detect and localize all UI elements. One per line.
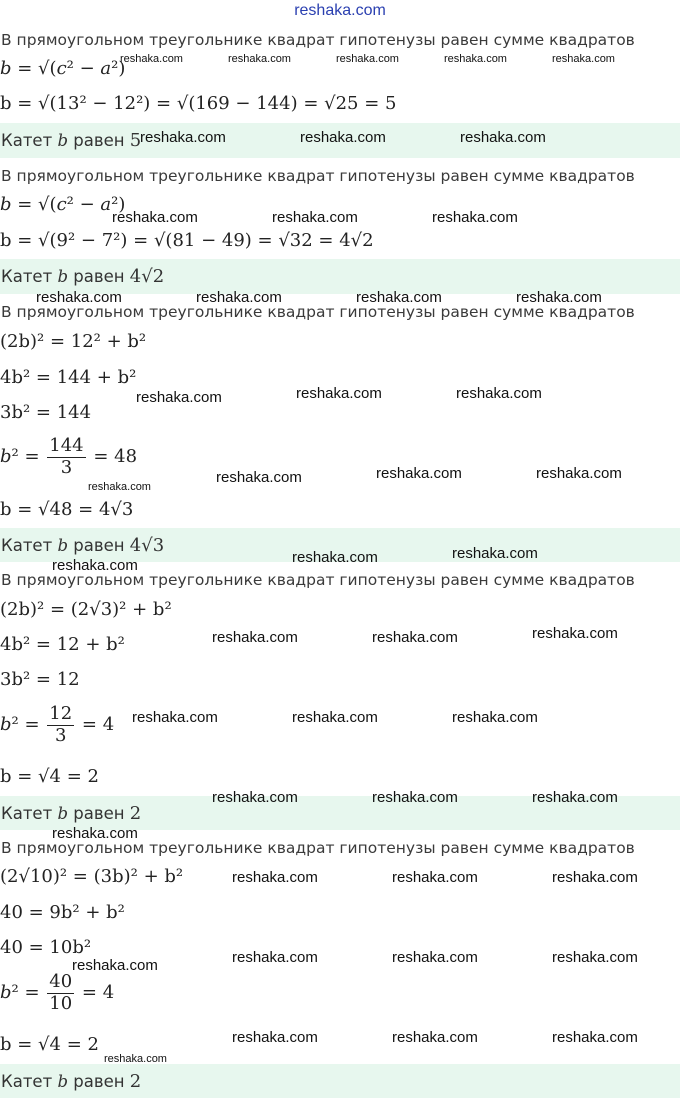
problem-5-line-4: b² = $\frac{40}{10}$ = 4	[0, 971, 115, 1014]
problem-4-answer: Катет b равен 2	[1, 803, 142, 824]
problem-5-line-1: (2√10)² = (3b)² + b²	[0, 866, 184, 887]
watermark: reshaka.com	[292, 549, 378, 566]
problem-1-intro: В прямоугольном треугольнике квадрат гипотенузы равен сумме квадратов	[1, 31, 635, 49]
watermark: reshaka.com	[232, 1029, 318, 1046]
problem-3-line-2: 4b² = 144 + b²	[0, 367, 137, 388]
watermark: reshaka.com	[300, 129, 386, 146]
problem-5-line-5: b = √4 = 2	[0, 1034, 99, 1055]
problem-2-intro: В прямоугольном треугольнике квадрат гипотенузы равен сумме квадратов	[1, 167, 635, 185]
problem-5-line-3: 40 = 10b²	[0, 937, 92, 958]
watermark: reshaka.com	[456, 385, 542, 402]
watermark: reshaka.com	[376, 465, 462, 482]
watermark: reshaka.com	[432, 209, 518, 226]
fraction: $\frac{40}{10}$	[49, 971, 73, 1014]
watermark: reshaka.com	[392, 949, 478, 966]
watermark: reshaka.com	[532, 789, 618, 806]
watermark: reshaka.com	[292, 709, 378, 726]
watermark: reshaka.com	[392, 1029, 478, 1046]
watermark: reshaka.com	[532, 625, 618, 642]
watermark: reshaka.com	[228, 53, 291, 65]
problem-4-line-5: b = √4 = 2	[0, 766, 99, 787]
watermark: reshaka.com	[212, 629, 298, 646]
watermark: reshaka.com	[232, 949, 318, 966]
problem-3-line-3: 3b² = 144	[0, 402, 92, 423]
problem-2-formula: b = √(c² − a²)	[0, 194, 126, 215]
problem-1-line-1: b = √(13² − 12²) = √(169 − 144) = √25 = 5	[0, 93, 397, 114]
watermark: reshaka.com	[452, 545, 538, 562]
watermark: reshaka.com	[460, 129, 546, 146]
watermark: reshaka.com	[356, 289, 442, 306]
watermark: reshaka.com	[272, 209, 358, 226]
watermark: reshaka.com	[72, 957, 158, 974]
problem-4-line-4: b² = $\frac{12}{3}$ = 4	[0, 703, 115, 746]
problem-4-line-3: 3b² = 12	[0, 669, 80, 690]
watermark: reshaka.com	[536, 465, 622, 482]
watermark: reshaka.com	[552, 53, 615, 65]
problem-3-line-1: (2b)² = 12² + b²	[0, 331, 147, 352]
problem-4-line-2: 4b² = 12 + b²	[0, 634, 125, 655]
watermark: reshaka.com	[452, 709, 538, 726]
problem-2-answer: Катет b равен 4√2	[1, 266, 165, 287]
watermark: reshaka.com	[552, 1029, 638, 1046]
watermark: reshaka.com	[552, 869, 638, 886]
fraction: $\frac{144}{3}$	[49, 435, 84, 478]
watermark: reshaka.com	[372, 789, 458, 806]
watermark: reshaka.com	[444, 53, 507, 65]
problem-2-line-1: b = √(9² − 7²) = √(81 − 49) = √32 = 4√2	[0, 230, 374, 251]
watermark: reshaka.com	[216, 469, 302, 486]
problem-3-line-4: b² = $\frac{144}{3}$ = 48	[0, 435, 138, 478]
watermark: reshaka.com	[120, 53, 183, 65]
fraction: $\frac{12}{3}$	[49, 703, 73, 746]
watermark: reshaka.com	[52, 825, 138, 842]
problem-5-answer: Катет b равен 2	[1, 1071, 142, 1092]
problem-1-answer: Катет b равен 5	[1, 130, 142, 151]
watermark: reshaka.com	[392, 869, 478, 886]
problem-4-line-1: (2b)² = (2√3)² + b²	[0, 599, 172, 620]
problem-1-formula: b = √(c² − a²)	[0, 58, 126, 79]
watermark: reshaka.com	[136, 389, 222, 406]
watermark: reshaka.com	[36, 289, 122, 306]
problem-4-intro: В прямоугольном треугольнике квадрат гипотенузы равен сумме квадратов	[1, 571, 635, 589]
watermark: reshaka.com	[104, 1053, 167, 1065]
problem-5-line-2: 40 = 9b² + b²	[0, 902, 125, 923]
watermark: reshaka.com	[372, 629, 458, 646]
watermark: reshaka.com	[336, 53, 399, 65]
watermark: reshaka.com	[132, 709, 218, 726]
watermark: reshaka.com	[112, 209, 198, 226]
problem-3-intro: В прямоугольном треугольнике квадрат гипотенузы равен сумме квадратов	[1, 303, 635, 321]
problem-5-intro: В прямоугольном треугольнике квадрат гипотенузы равен сумме квадратов	[1, 839, 635, 857]
problem-3-line-5: b = √48 = 4√3	[0, 499, 134, 520]
watermark: reshaka.com	[296, 385, 382, 402]
site-title: reshaka.com	[294, 2, 386, 19]
watermark: reshaka.com	[88, 481, 151, 493]
watermark: reshaka.com	[140, 129, 226, 146]
watermark: reshaka.com	[516, 289, 602, 306]
problem-3-answer: Катет b равен 4√3	[1, 535, 165, 556]
watermark: reshaka.com	[232, 869, 318, 886]
watermark: reshaka.com	[552, 949, 638, 966]
watermark: reshaka.com	[52, 557, 138, 574]
watermark: reshaka.com	[212, 789, 298, 806]
watermark: reshaka.com	[196, 289, 282, 306]
